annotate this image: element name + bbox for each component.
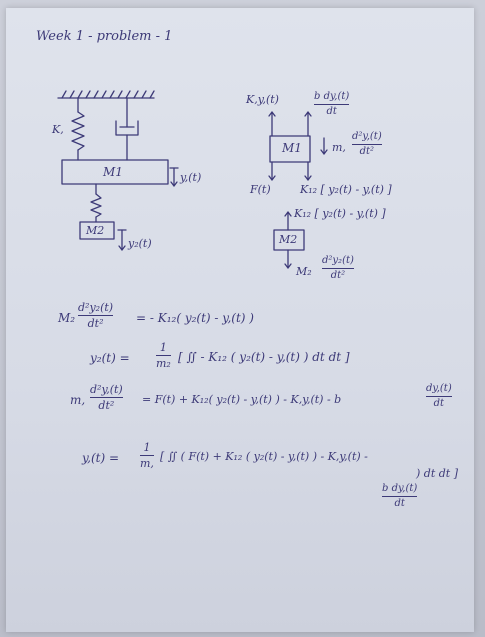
fbd1-arrow-force [269,162,275,180]
y1-arrow [170,168,178,186]
eq4-fraction [140,442,154,469]
fraction-bar [322,268,354,269]
eq3-tail-den: dt [433,398,445,409]
eq1-den: dt² [87,317,104,330]
damper-b [116,98,138,160]
eq3-prefix: m, [70,393,86,407]
eq2-rhs: [ ∬ - K₁₂ ( y₂(t) - y,(t) ) dt dt ] [178,350,350,364]
fbd1-inertia-fraction [352,132,382,157]
eq3-rhs: = F(t) + K₁₂( y₂(t) - y,(t) ) - K,y,(t) - b [142,393,342,406]
fbd1-inertia-num: d²y,(t) [352,131,382,142]
fbd1-force-label: F(t) [250,183,271,196]
paper-sheet [6,8,474,632]
eq4-rhs: [ ∬ ( F(t) + K₁₂ ( y₂(t) - y,(t) ) - K,y,(t) - [160,450,368,463]
eq4-tail-num: b dy,(t) [382,483,418,494]
fbd1-arrow-inertia [321,138,327,154]
eq1-fraction [78,302,113,329]
ground-hatching [58,91,154,98]
fraction-bar [314,104,349,105]
fraction-bar [352,144,382,145]
eq2-num: 1 [159,341,167,354]
fbd2-inertia-prefix: M₂ [296,265,312,278]
eq4-lhs: y,(t) = [82,451,120,465]
fraction-bar [382,496,417,497]
eq1-rhs: = - K₁₂( y₂(t) - y,(t) ) [136,311,254,325]
eq2-fraction [156,342,171,369]
fbd1-arrow-damper [305,112,311,136]
fbd2-inertia-fraction [322,256,354,281]
eq3-fraction [90,384,123,411]
fbd1-inertia-den: dt² [359,146,375,157]
mass-m2-label: M2 [86,224,105,237]
fbd2-coupling-label: K₁₂ [ y₂(t) - y,(t) ] [294,207,386,220]
fbd1-damper-den: dt [326,106,337,117]
eq3-tail-num: dy,(t) [426,383,452,394]
eq3-num: d²y,(t) [90,383,123,396]
eq4-num: 1 [143,441,151,454]
fbd1-coupling-label: K₁₂ [ y₂(t) - y,(t) ] [300,183,392,196]
spring-k1-label: K, [52,123,64,136]
eq4-end: ) dt dt ] [416,467,458,480]
mass-m1-label: M1 [103,165,123,179]
eq4-tail-den: dt [394,498,405,509]
fbd2-inertia-num: d²y₂(t) [322,255,354,266]
fraction-bar [90,397,123,398]
eq3-den: dt² [98,399,115,412]
eq4-den: m, [140,457,154,470]
eq1-prefix: M₂ [58,311,76,325]
page-title: Week 1 - problem - 1 [36,29,173,44]
eq1-num: d²y₂(t) [78,301,114,314]
eq3-tail-fraction [426,384,452,409]
eq2-lhs: y₂(t) = [90,351,130,365]
fbd1-arrow-coupling [305,162,311,180]
fbd1-spring-force: K,y,(t) [246,93,279,106]
fraction-bar [140,455,154,456]
fbd1-arrow-spring [269,112,275,136]
fraction-bar [156,355,171,356]
fbd2-arrow-inertia [285,250,291,268]
fbd1-inertia-prefix: m, [332,141,346,154]
y2-arrow [118,230,126,250]
fbd2-mass-label: M2 [279,233,298,246]
fbd1-mass-label: M1 [282,141,302,155]
fraction-bar [78,315,113,316]
y1-label: y,(t) [180,171,202,184]
y2-label: y₂(t) [128,237,152,250]
spring-k1 [72,98,84,160]
eq2-den: m₂ [156,357,171,370]
fbd1-damper-force [314,92,349,117]
spring-k12 [91,184,101,222]
fbd2-arrow-coupling [285,212,291,230]
fbd2-inertia-den: dt² [330,270,346,281]
eq4-tail-fraction [382,484,417,509]
fraction-bar [426,396,452,397]
fbd1-damper-num: b dy,(t) [314,91,350,102]
